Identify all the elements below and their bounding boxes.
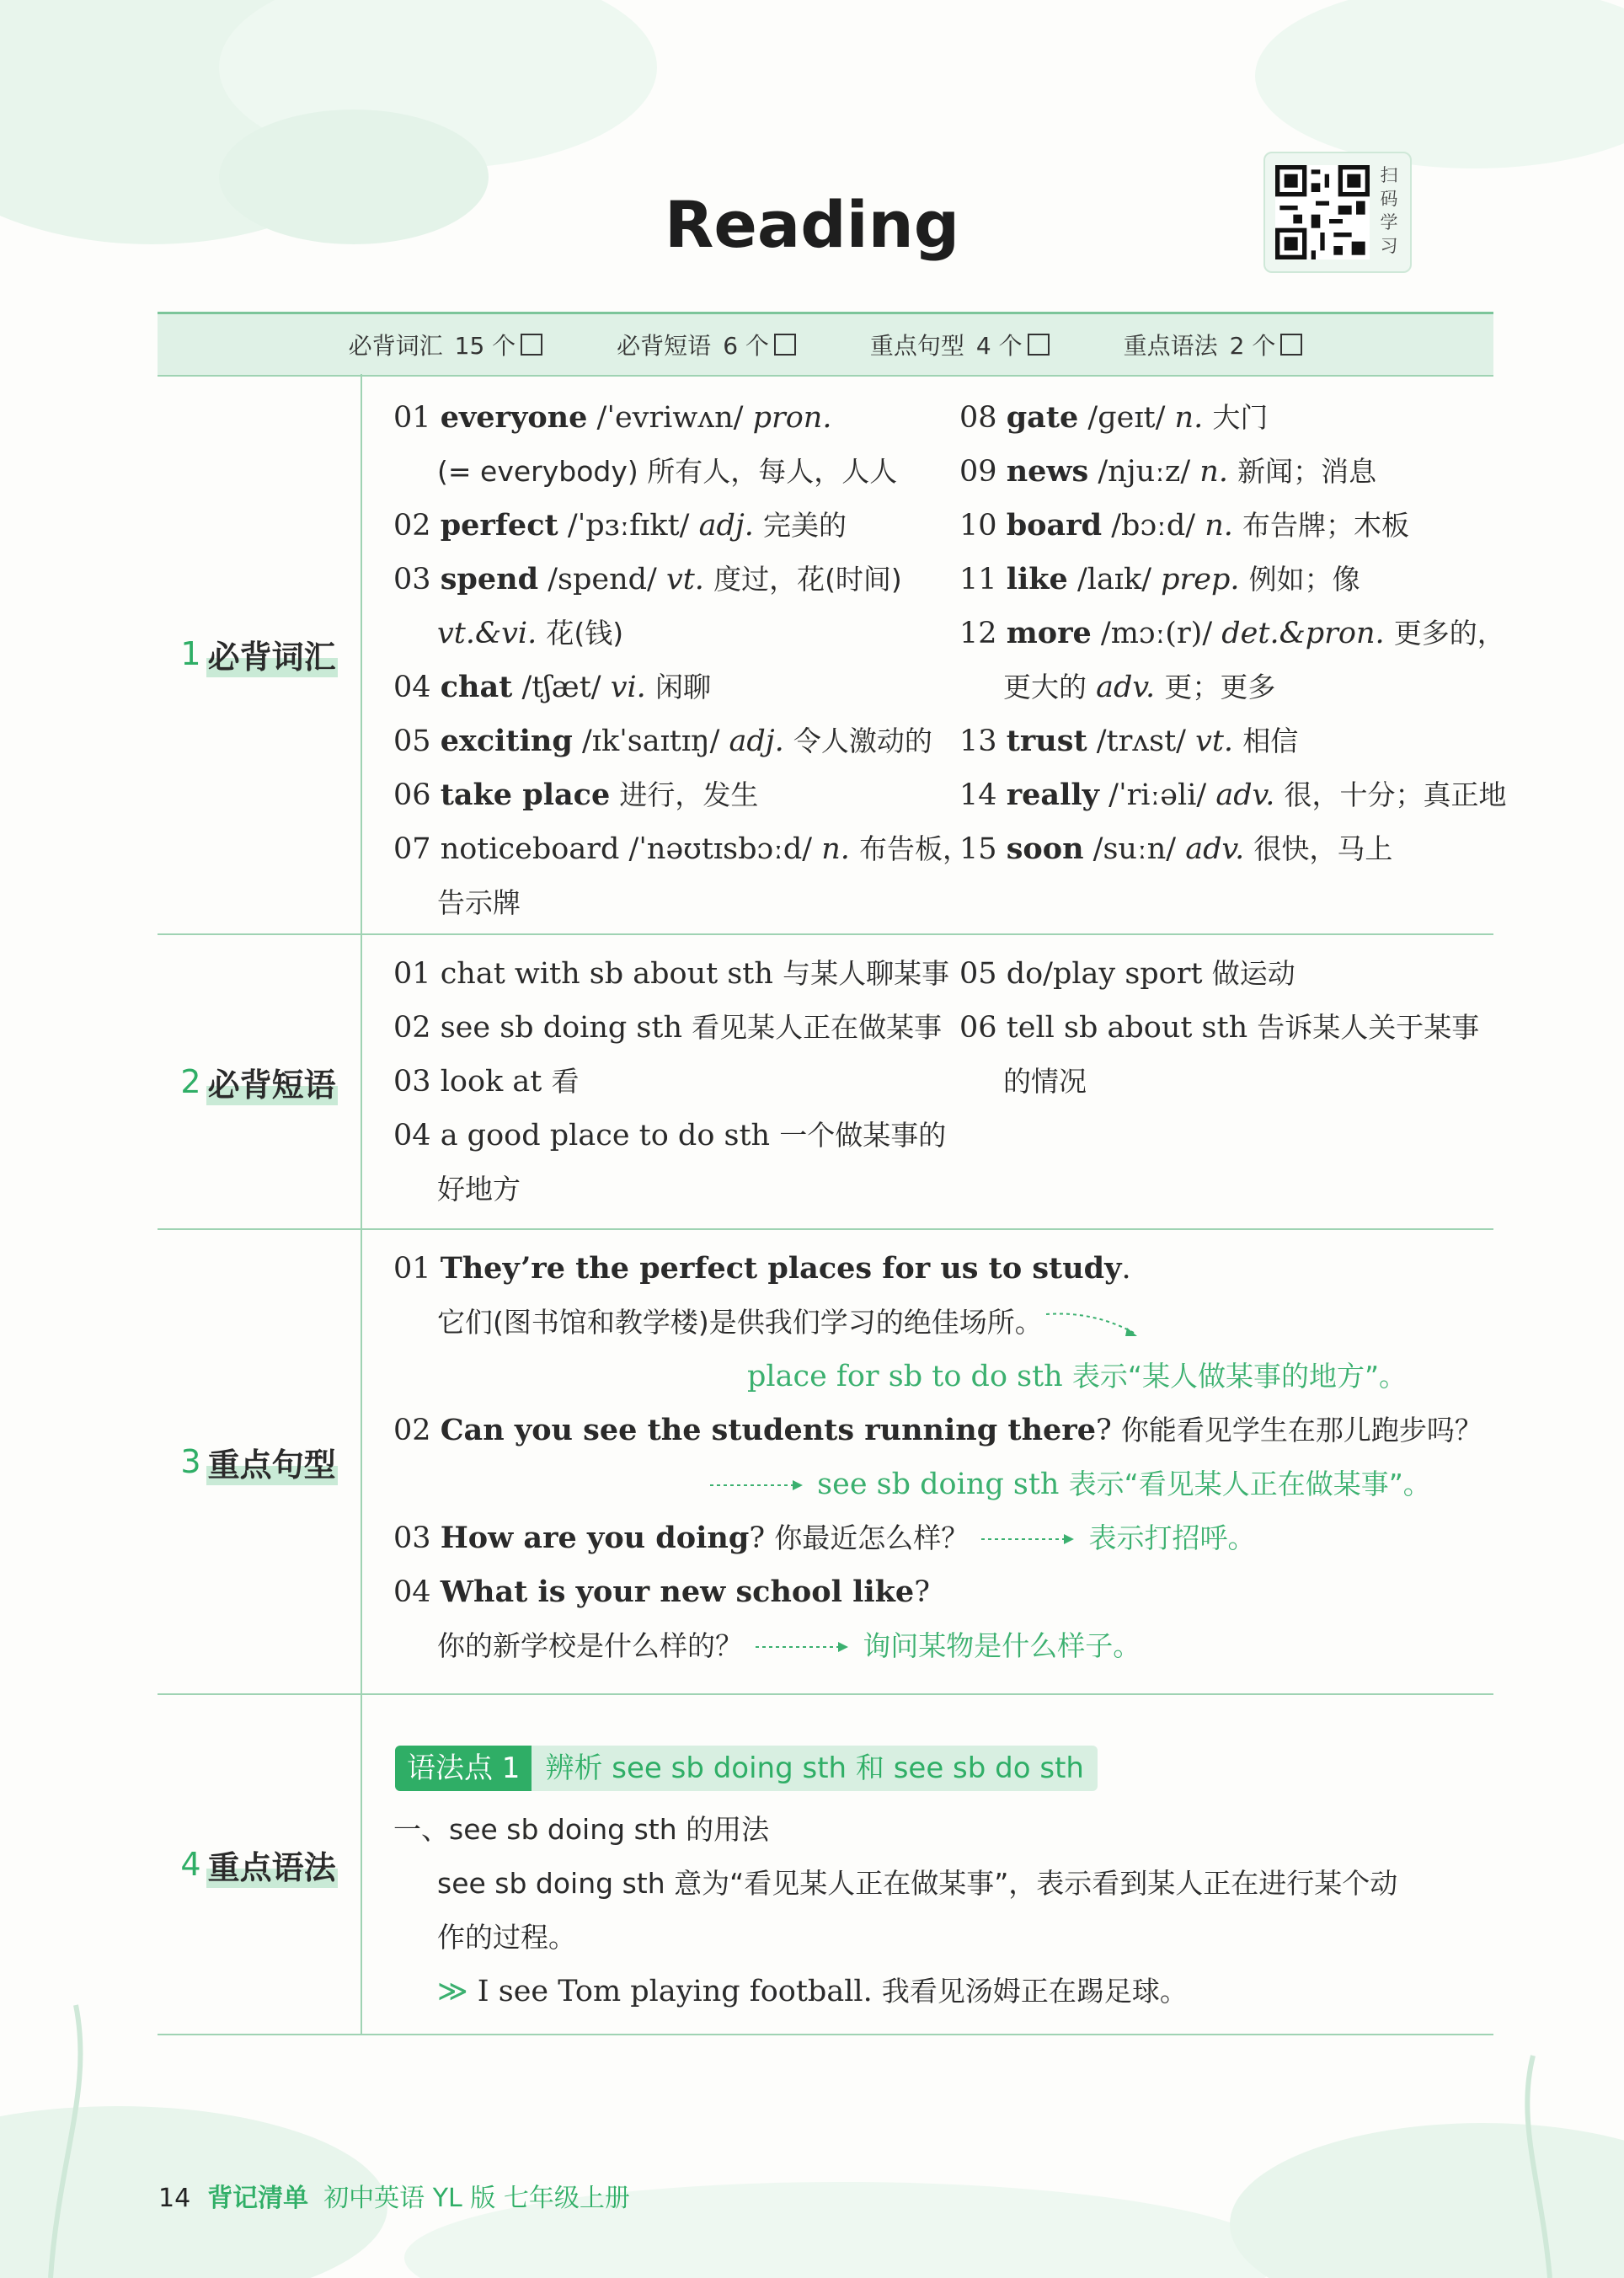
phrase-column-left <box>393 947 949 1217</box>
grammar-point-tag <box>395 1746 1098 1791</box>
section-phrases <box>158 935 1493 1230</box>
stat-label: 重点句型 <box>869 332 964 360</box>
stat-checkbox[interactable] <box>521 334 542 356</box>
pattern-note: place for sb to do sth 表示“某人做某事的地方”。 <box>747 1360 1408 1393</box>
section-sentence-patterns <box>158 1230 1493 1695</box>
grammar-paragraph: see sb doing sth 意为“看见某人正在做某事”，表示看到某人正在进行某个动 <box>437 1867 1398 1900</box>
section-vocabulary <box>158 374 1507 935</box>
phrase-item: 06 tell sb about sth 告诉某人关于某事 <box>959 1011 1480 1045</box>
vocab-column-left <box>393 391 970 930</box>
vocab-item: 04 chat /tʃæt/ vi. 闲聊 <box>393 670 711 704</box>
stats-bar <box>158 312 1493 377</box>
section-number: 2 <box>180 1063 201 1100</box>
section-title: 重点语法 <box>206 1842 338 1888</box>
stat-label: 必背词汇 <box>348 332 443 360</box>
book-title: 背记清单 <box>207 2184 309 2213</box>
vocab-item: 09 news /njuːz/ n. 新闻；消息 <box>959 454 1377 489</box>
vocab-column-right <box>959 391 1507 876</box>
vocab-item: 07 noticeboard /ˈnəʊtɪsbɔːd/ n. 布告板， <box>393 832 971 866</box>
section-number: 3 <box>180 1443 201 1480</box>
vocab-item-continuation: vt.&vi. 花(钱) <box>437 617 624 650</box>
section-number: 1 <box>180 635 201 672</box>
stat-count: 4 个 <box>975 332 1023 360</box>
pattern-item: 02 Can you see the students running there? 你能看见学生在那儿跑步吗？ <box>393 1413 1482 1447</box>
stat-count: 15 个 <box>454 332 516 360</box>
section-label <box>158 1695 362 2034</box>
phrase-item: 02 see sb doing sth 看见某人正在做某事 <box>393 1011 943 1045</box>
grammar-heading: 一、see sb doing sth 的用法 <box>393 1813 770 1846</box>
qr-code-icon[interactable] <box>1275 165 1370 259</box>
page-number: 14 <box>158 2184 191 2213</box>
section-number: 4 <box>180 1846 201 1883</box>
stat-label: 必背短语 <box>617 332 712 360</box>
page-title: Reading <box>664 187 960 262</box>
vocab-item: 14 really /ˈriːəli/ adv. 很，十分；真正地 <box>959 778 1507 812</box>
vocab-item: 10 board /bɔːd/ n. 布告牌；木板 <box>959 508 1409 543</box>
phrase-item-continuation: 好地方 <box>437 1173 521 1206</box>
vocab-item: 11 like /laɪk/ prep. 例如；像 <box>959 562 1360 596</box>
section-label <box>158 935 362 1228</box>
vocab-item-continuation: 告示牌 <box>437 886 521 919</box>
grammar-point-title: 辨析 see sb doing sth 和 see sb do sth <box>532 1746 1098 1791</box>
stat-patterns <box>870 328 1050 361</box>
vocab-item-continuation: 更大的 adv. 更；更多 <box>1003 671 1276 704</box>
stat-checkbox[interactable] <box>774 334 796 356</box>
grammar-body <box>393 1803 1480 2019</box>
stat-grammar <box>1124 328 1303 361</box>
stat-label: 重点语法 <box>1123 332 1218 360</box>
vocab-item: 13 trust /trʌst/ vt. 相信 <box>959 724 1299 758</box>
pattern-item: 04 What is your new school like? <box>393 1575 930 1609</box>
grammar-example: ≫ I see Tom playing football. 我看见汤姆正在踢足球。 <box>437 1975 1188 2008</box>
phrase-item: 01 chat with sb about sth 与某人聊某事 <box>393 957 950 991</box>
section-label <box>158 1230 362 1693</box>
stat-phrases <box>617 328 796 361</box>
vocab-item: 12 more /mɔː(r)/ det.&pron. 更多的， <box>959 616 1505 650</box>
section-title: 必背词汇 <box>206 631 338 677</box>
example-marker-icon: ≫ <box>437 1975 468 2008</box>
stat-count: 2 个 <box>1229 332 1276 360</box>
stat-checkbox[interactable] <box>1280 334 1302 356</box>
pattern-list <box>393 1242 1480 1673</box>
vocab-item: 08 gate /ɡeɪt/ n. 大门 <box>959 400 1269 435</box>
arrow-icon <box>1043 1307 1144 1341</box>
qr-label: 扫码学习 <box>1380 165 1398 256</box>
stat-vocab <box>349 328 543 361</box>
stat-checkbox[interactable] <box>1028 334 1050 356</box>
pattern-note: see sb doing sth 表示“看见某人正在做某事”。 <box>393 1457 1480 1511</box>
vocab-item: 06 take place 进行，发生 <box>393 778 759 812</box>
pattern-translation: 你的新学校是什么样的？ 询问某物是什么样子。 <box>437 1629 1141 1662</box>
section-grammar <box>158 1695 1493 2035</box>
arrow-icon <box>978 1527 1079 1553</box>
arrow-icon <box>707 1473 808 1499</box>
stat-count: 6 个 <box>723 332 769 360</box>
phrase-item: 03 look at 看 <box>393 1065 580 1099</box>
section-title: 重点句型 <box>206 1439 338 1485</box>
section-title: 必背短语 <box>206 1059 338 1105</box>
pattern-item: 01 They’re the perfect places for us to study. <box>393 1251 1131 1286</box>
phrase-column-right <box>959 947 1479 1109</box>
section-label <box>158 374 362 933</box>
vocab-item: 05 exciting /ɪkˈsaɪtɪŋ/ adj. 令人激动的 <box>393 724 932 758</box>
book-subtitle: 初中英语 YL 版 七年级上册 <box>323 2184 630 2213</box>
qr-scan-box[interactable] <box>1263 152 1412 273</box>
phrase-item: 05 do/play sport 做运动 <box>959 957 1295 991</box>
vocab-item: 03 spend /spend/ vt. 度过，花(时间) <box>393 562 902 596</box>
pattern-item: 03 How are you doing? 你最近怎么样？ 表示打招呼。 <box>393 1521 1256 1555</box>
arrow-icon <box>752 1635 853 1660</box>
pattern-translation: 它们(图书馆和教学楼)是供我们学习的绝佳场所。 <box>393 1296 1480 1350</box>
page-footer <box>158 2177 630 2214</box>
vocab-item: 01 everyone /ˈevriwʌn/ pron. <box>393 400 832 435</box>
vocab-item: 02 perfect /ˈpɜːfɪkt/ adj. 完美的 <box>393 508 847 543</box>
grammar-paragraph: 作的过程。 <box>437 1921 576 1954</box>
vocab-item: 15 soon /suːn/ adv. 很快，马上 <box>959 832 1393 866</box>
grammar-point-number: 语法点 1 <box>395 1746 532 1791</box>
vocab-item-continuation: (= everybody) 所有人，每人，人人 <box>437 455 898 488</box>
phrase-item: 04 a good place to do sth 一个做某事的 <box>393 1119 947 1152</box>
phrase-item-continuation: 的情况 <box>1003 1065 1087 1098</box>
